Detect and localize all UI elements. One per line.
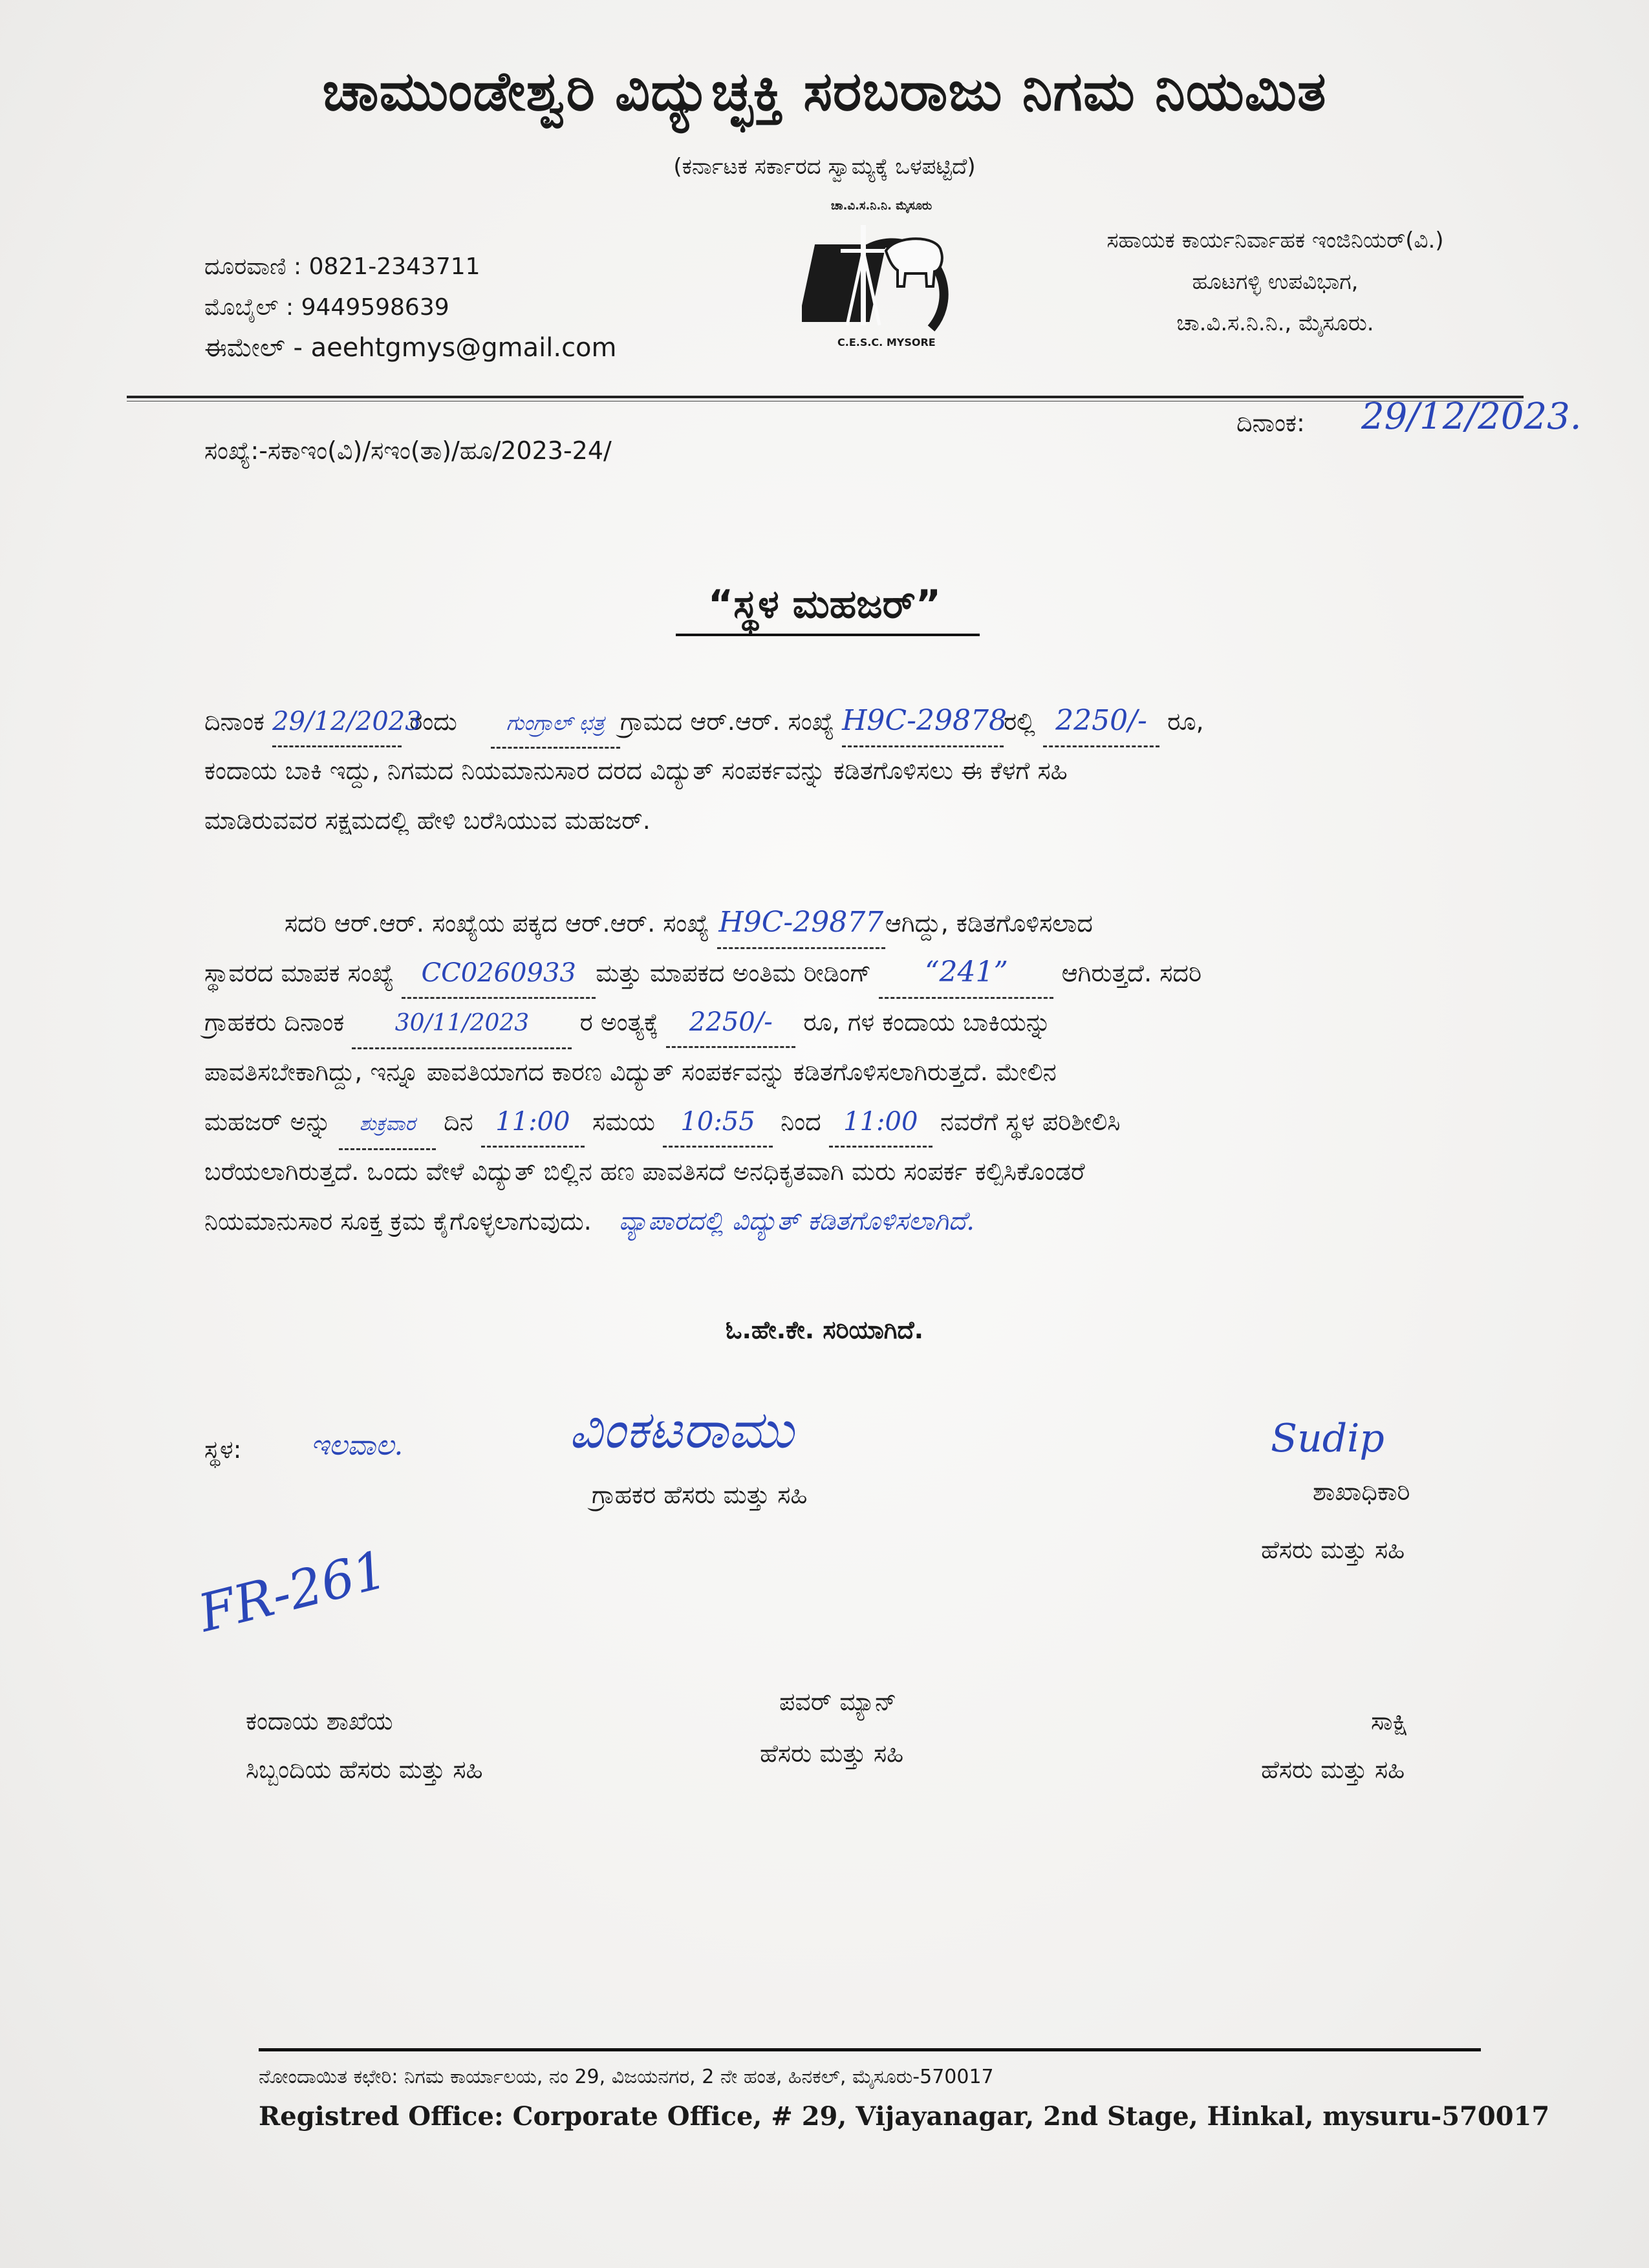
paragraph2-line5 xyxy=(204,1098,1524,1150)
p2-text-f: ಗ್ರಾಹಕರು ದಿನಾಂಕ xyxy=(204,1008,345,1036)
heading-underline xyxy=(676,634,980,636)
p2-text-e: ಆಗಿರುತ್ತದೆ. ಸದರಿ xyxy=(1061,959,1202,987)
p1-village-field xyxy=(491,698,620,749)
p2-time3-field xyxy=(829,1098,932,1148)
p2-text-i: ಮಹಜರ್ ಅನ್ನು xyxy=(204,1107,331,1136)
officer-address xyxy=(1017,220,1534,344)
p2-text-k: ಸಮಯ xyxy=(592,1107,655,1136)
officer-office: ಚಾ.ವಿ.ಸ.ನಿ.ನಿ., ಮೈಸೂರು. xyxy=(1176,310,1374,336)
paragraph2-line2 xyxy=(204,948,1524,999)
p1-village-handwritten: ಗುಂಗ್ರಾಲ್ ಛತ್ರ xyxy=(506,711,605,735)
p1-rr-field xyxy=(842,697,1007,747)
p2-text-d: ಮತ್ತು ಮಾಪಕದ ಅಂತಿಮ ರೀಡಿಂಗ್ xyxy=(596,959,872,987)
witness-label: ಸಾಕ್ಷಿ xyxy=(1371,1707,1408,1735)
p2-meter-handwritten: CC0260933 xyxy=(421,958,576,988)
p1-amount-handwritten: 2250/- xyxy=(1055,704,1147,737)
p2-text-h: ರೂ, ಗಳ ಕಂದಾಯ ಬಾಕಿಯನ್ನು xyxy=(803,1008,1051,1036)
date-value: 29/12/2023. xyxy=(1361,396,1582,438)
officer-sign-label: ಶಾಖಾಧಿಕಾರಿ xyxy=(1313,1477,1410,1506)
p2-date-handwritten: 30/11/2023 xyxy=(394,1010,530,1036)
officer-signature: Sudip xyxy=(1271,1416,1385,1461)
p1-randu: ರಂದು xyxy=(409,707,457,736)
p1-amount-field xyxy=(1043,697,1159,747)
paragraph2-line7 xyxy=(204,1197,1524,1245)
phone-number: ದೂರವಾಣಿ : 0821-2343711 xyxy=(204,253,480,280)
p1-date-handwritten: 29/12/2023 xyxy=(272,707,422,736)
revenue-staff-sign-label: ಸಿಬ್ಬಂದಿಯ ಹೆಸರು ಮತ್ತು ಸಹಿ xyxy=(246,1755,483,1784)
ok-line: ಓ.ಹೇ.ಕೇ. ಸರಿಯಾಗಿದೆ. xyxy=(725,1316,924,1344)
p1-rupees: ರೂ, xyxy=(1167,707,1204,736)
officer-name-label: ಹೆಸರು ಮತ್ತು ಸಹಿ xyxy=(1261,1535,1405,1564)
paragraph2-line6: ಬರೆಯಲಾಗಿರುತ್ತದೆ. ಒಂದು ವೇಳೆ ವಿದ್ಯುತ್ ಬಿಲ್ಲಿನ ಹಣ ಪಾವತಿಸದೆ ಅನಧಿಕೃತವಾಗಿ ಮರು ಸಂಪರ್ಕ ಕಲ್ಪಿಸಿಕೊಂಡರೆ xyxy=(204,1157,1085,1186)
officer-designation: ಸಹಾಯಕ ಕಾರ್ಯನಿರ್ವಾಹಕ ಇಂಜಿನಿಯರ್(ವಿ.) xyxy=(1106,228,1444,253)
reference-number: ಸಂಖ್ಯೆ:-ಸಕಾಇಂ(ವಿ)/ಸಇಂ(ತಾ)/ಹೂ/2023-24/ xyxy=(204,436,612,465)
organization-subtitle: (ಕರ್ನಾಟಕ ಸರ್ಕಾರದ ಸ್ವಾಮ್ಯಕ್ಕೆ ಒಳಪಟ್ಟಿದೆ) xyxy=(673,154,976,180)
paragraph1-line3: ಮಾಡಿರುವವರ ಸಕ್ಷಮದಲ್ಲಿ ಹೇಳಿ ಬರೆಸಿಯುವ ಮಹಜರ್. xyxy=(204,806,651,835)
paragraph2-line1 xyxy=(285,899,1604,949)
powerman-label: ಪವರ್ ಮ್ಯಾನ್ xyxy=(779,1687,897,1716)
document-heading: “ಸ್ಥಳ ಮಹಜರ್” xyxy=(707,582,942,627)
p1-rr-handwritten: H9C-29878 xyxy=(842,704,1007,737)
p2-text-a: ಸದರಿ ಆರ್.ಆರ್. ಸಂಖ್ಯೆಯ ಪಕ್ಕದ ಆರ್.ಆರ್. ಸಂಖ್ಯೆ xyxy=(285,909,709,937)
p2-text-m: ನವರೆಗೆ ಸ್ಥಳ ಪರಿಶೀಲಿಸಿ xyxy=(940,1107,1121,1136)
p2-meter-field xyxy=(402,949,596,999)
header-divider xyxy=(127,396,1524,398)
p1-ralli: ರಲ್ಲಿ xyxy=(1004,707,1035,736)
p2-time2-field xyxy=(663,1098,773,1148)
footer-address-english: Registred Office: Corporate Office, # 29, Vijayanagar, 2nd Stage, Hinkal, mysuru-570017 xyxy=(259,2101,1550,2132)
paragraph2-line3 xyxy=(204,998,1524,1049)
organization-name: ಚಾಮುಂಡೇಶ್ವರಿ ವಿದ್ಯುಚ್ಛಕ್ತಿ ಸರಬರಾಜು ನಿಗಮ ನಿಯಮಿತ xyxy=(322,59,1327,123)
p2-text-g: ರ ಅಂತ್ಯಕ್ಕೆ xyxy=(579,1008,659,1036)
p2-amount-field xyxy=(666,998,795,1048)
p2-time2-handwritten: 10:55 xyxy=(680,1107,755,1137)
place-value: ಇಲವಾಲ. xyxy=(310,1429,404,1462)
revenue-staff-label: ಕಂದಾಯ ಶಾಖೆಯ xyxy=(246,1707,393,1735)
logo-text-bottom: C.E.S.C. MYSORE xyxy=(837,336,936,348)
p1-grama: ಗ್ರಾಮದ ಆರ್.ಆರ್. ಸಂಖ್ಯೆ xyxy=(620,707,834,736)
customer-sign-label: ಗ್ರಾಹಕರ ಹೆಸರು ಮತ್ತು ಸಹಿ xyxy=(592,1481,808,1509)
customer-signature: ವಿಂಕಟರಾಮು xyxy=(569,1400,794,1460)
p2-rr-field xyxy=(717,899,885,949)
margin-note: FR-261 xyxy=(193,1539,393,1644)
mobile-number: ಮೊಬೈಲ್ : 9449598639 xyxy=(204,294,449,321)
cesc-logo-icon xyxy=(802,199,976,354)
paragraph1-line2: ಕಂದಾಯ ಬಾಕಿ ಇದ್ದು, ನಿಗಮದ ನಿಯಮಾನುಸಾರ ದರದ ವಿದ್ಯುತ್ ಸಂಪರ್ಕವನ್ನು ಕಡಿತಗೊಳಿಸಲು ಈ ಕೆಳಗೆ ಸಹಿ xyxy=(204,756,1068,785)
p2-text-j: ದಿನ xyxy=(444,1107,473,1136)
p2-handwritten-note: ವ್ಯಾಪಾರದಲ್ಲಿ ವಿದ್ಯುತ್ ಕಡಿತಗೊಳಿಸಲಾಗಿದೆ. xyxy=(618,1206,975,1236)
footer-address-kannada: ನೋಂದಾಯಿತ ಕಛೇರಿ: ನಿಗಮ ಕಾರ್ಯಾಲಯ, ನಂ 29, ವಿಜಯನಗರ, 2 ನೇ ಹಂತ, ಹಿನಕಲ್, ಮೈಸೂರು-570017 xyxy=(259,2066,994,2088)
p2-amount-handwritten: 2250/- xyxy=(689,1007,773,1037)
logo-text-top: ಚಾ.ವಿ.ಸ.ನಿ.ನಿ. ಮೈಸೂರು xyxy=(831,199,932,213)
p2-day-handwritten: ಶುಕ್ರವಾರ xyxy=(359,1113,416,1135)
officer-subdivision: ಹೂಟಗಳ್ಳಿ ಉಪವಿಭಾಗ, xyxy=(1192,269,1359,295)
p2-reading-field xyxy=(879,948,1053,999)
powerman-sign-label: ಹೆಸರು ಮತ್ತು ಸಹಿ xyxy=(760,1739,904,1768)
p2-text-line7: ನಿಯಮಾನುಸಾರ ಸೂಕ್ತ ಕ್ರಮ ಕೈಗೊಳ್ಳಲಾಗುವುದು. xyxy=(204,1207,592,1236)
cesc-logo xyxy=(802,199,976,354)
place-label: ಸ್ಥಳ: xyxy=(204,1435,242,1464)
p2-reading-handwritten: “241” xyxy=(924,956,1008,989)
p2-time1-field xyxy=(481,1098,585,1148)
p2-day-field xyxy=(339,1098,436,1150)
paragraph2-line4: ಪಾವತಿಸಬೇಕಾಗಿದ್ದು, ಇನ್ನೂ ಪಾವತಿಯಾಗದ ಕಾರಣ ವಿದ್ಯುತ್ ಸಂಪರ್ಕವನ್ನು ಕಡಿತಗೊಳಿಸಲಾಗಿರುತ್ತದೆ. ಮೇಲಿನ xyxy=(204,1058,1057,1086)
p2-text-l: ನಿಂದ xyxy=(781,1107,821,1136)
p2-text-b: ಆಗಿದ್ದು, ಕಡಿತಗೊಳಿಸಲಾದ xyxy=(885,909,1093,937)
p1-date-field xyxy=(272,698,422,747)
footer-divider xyxy=(259,2048,1481,2051)
p1-date-label: ದಿನಾಂಕ xyxy=(204,707,265,736)
p2-time3-handwritten: 11:00 xyxy=(843,1107,918,1137)
date-label: ದಿನಾಂಕ: xyxy=(1236,409,1305,437)
p2-rr-handwritten: H9C-29877 xyxy=(718,906,884,939)
p2-time1-handwritten: 11:00 xyxy=(495,1107,570,1137)
p2-text-c: ಸ್ಥಾವರದ ಮಾಪಕ ಸಂಖ್ಯೆ xyxy=(204,959,394,987)
email-address: ಈಮೇಲ್ - aeehtgmys@gmail.com xyxy=(204,333,617,363)
witness-sign-label: ಹೆಸರು ಮತ್ತು ಸಹಿ xyxy=(1261,1755,1405,1784)
paragraph1-line1 xyxy=(204,697,1524,749)
p2-date-field xyxy=(352,998,572,1049)
